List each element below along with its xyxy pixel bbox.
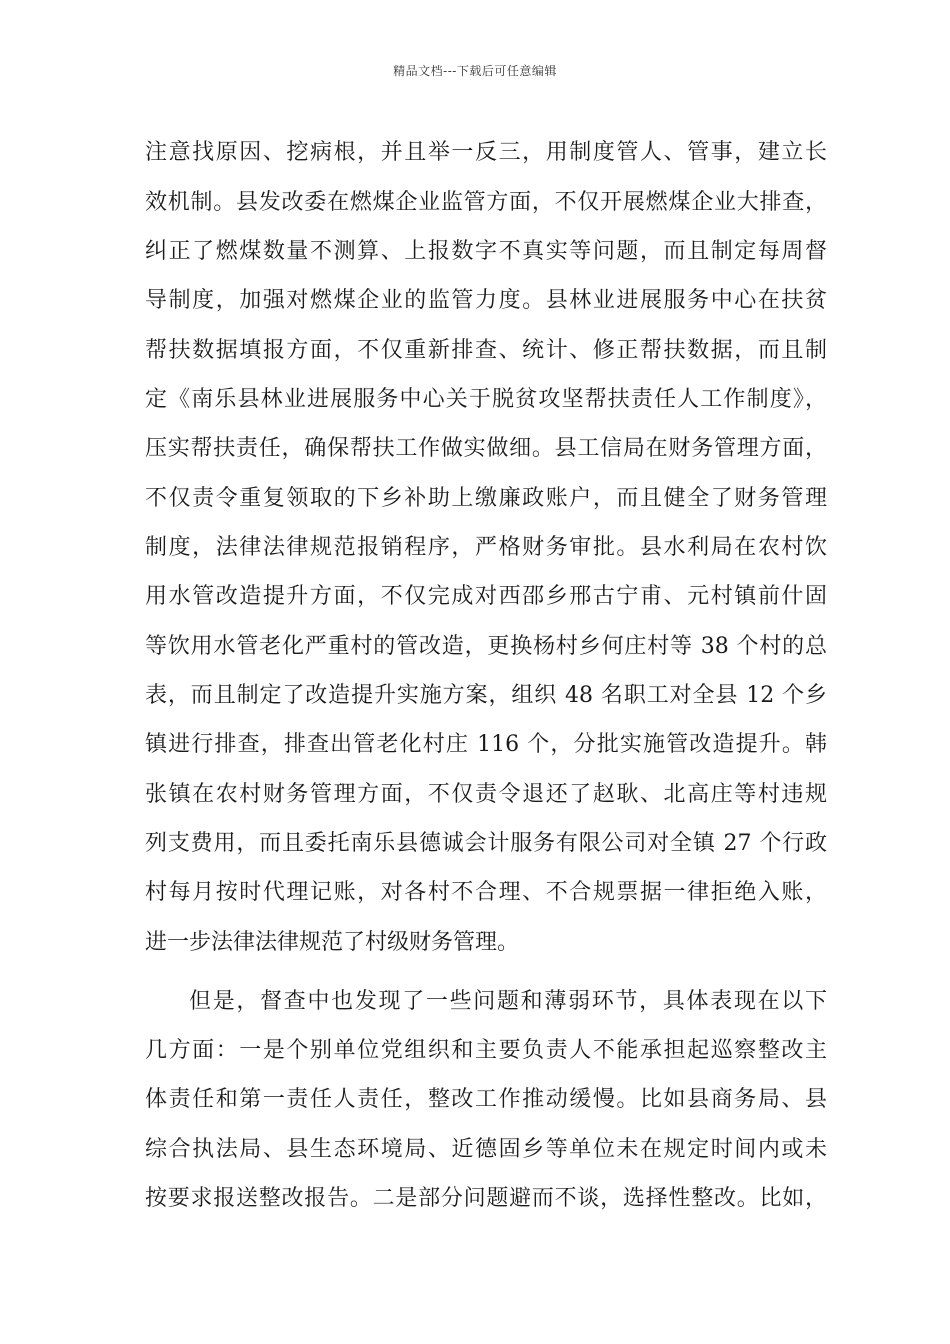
paragraph-2-line: 体责任和第一责任人责任，整改工作推动缓慢。比如县商务局、县 bbox=[145, 1087, 827, 1112]
paragraph-1-line: 制度，法律法律规范报销程序，严格财务审批。县水利局在农村饮 bbox=[145, 535, 827, 560]
paragraph-1-line: 村每月按时代理记账，对各村不合理、不合规票据一律拒绝入账， bbox=[145, 880, 827, 905]
paragraph-2-line: 但是，督查中也发现了一些问题和薄弱环节，具体表现在以下 bbox=[189, 989, 827, 1014]
paragraph-1-line: 表，而且制定了改造提升实施方案，组织 48 名职工对全县 12 个乡 bbox=[145, 683, 827, 708]
paragraph-2-line: 按要求报送整改报告。二是部分问题避而不谈，选择性整改。比如， bbox=[145, 1186, 827, 1211]
paragraph-1-line: 用水管改造提升方面，不仅完成对西邵乡邢古宁甫、元村镇前什固 bbox=[145, 584, 827, 609]
paragraph-1-line: 等饮用水管老化严重村的管改造，更换杨村乡何庄村等 38 个村的总 bbox=[145, 634, 827, 659]
paragraph-1-line: 列支费用，而且委托南乐县德诚会计服务有限公司对全镇 27 个行政 bbox=[145, 831, 827, 856]
paragraph-2-line: 综合执法局、县生态环境局、近德固乡等单位未在规定时间内或未 bbox=[145, 1137, 827, 1162]
paragraph-1-line: 效机制。县发改委在燃煤企业监管方面，不仅开展燃煤企业大排查， bbox=[145, 190, 827, 215]
paragraph-1-line: 帮扶数据填报方面，不仅重新排查、统计、修正帮扶数据，而且制 bbox=[145, 338, 827, 363]
paragraph-1-line: 定《南乐县林业进展服务中心关于脱贫攻坚帮扶责任人工作制度》， bbox=[145, 387, 827, 412]
paragraph-1-line: 导制度，加强对燃煤企业的监管力度。县林业进展服务中心在扶贫 bbox=[145, 288, 827, 313]
paragraph-2-line: 几方面：一是个别单位党组织和主要负责人不能承担起巡察整改主 bbox=[145, 1038, 827, 1063]
page-header: 精品文档---下载后可任意编辑 bbox=[393, 64, 557, 78]
paragraph-1-line: 镇进行排查，排查出管老化村庄 116 个，分批实施管改造提升。韩 bbox=[145, 732, 827, 757]
paragraph-1-line: 压实帮扶责任，确保帮扶工作做实做细。县工信局在财务管理方面， bbox=[145, 436, 827, 461]
paragraph-1-line: 进一步法律法律规范了村级财务管理。 bbox=[145, 930, 520, 955]
paragraph-1-line: 纠正了燃煤数量不测算、上报数字不真实等问题，而且制定每周督 bbox=[145, 239, 827, 264]
paragraph-1-line: 注意找原因、挖病根，并且举一反三，用制度管人、管事，建立长 bbox=[145, 140, 827, 165]
paragraph-1-line: 张镇在农村财务管理方面，不仅责令退还了赵耿、北高庄等村违规 bbox=[145, 782, 827, 807]
paragraph-1-line: 不仅责令重复领取的下乡补助上缴廉政账户，而且健全了财务管理 bbox=[145, 486, 827, 511]
